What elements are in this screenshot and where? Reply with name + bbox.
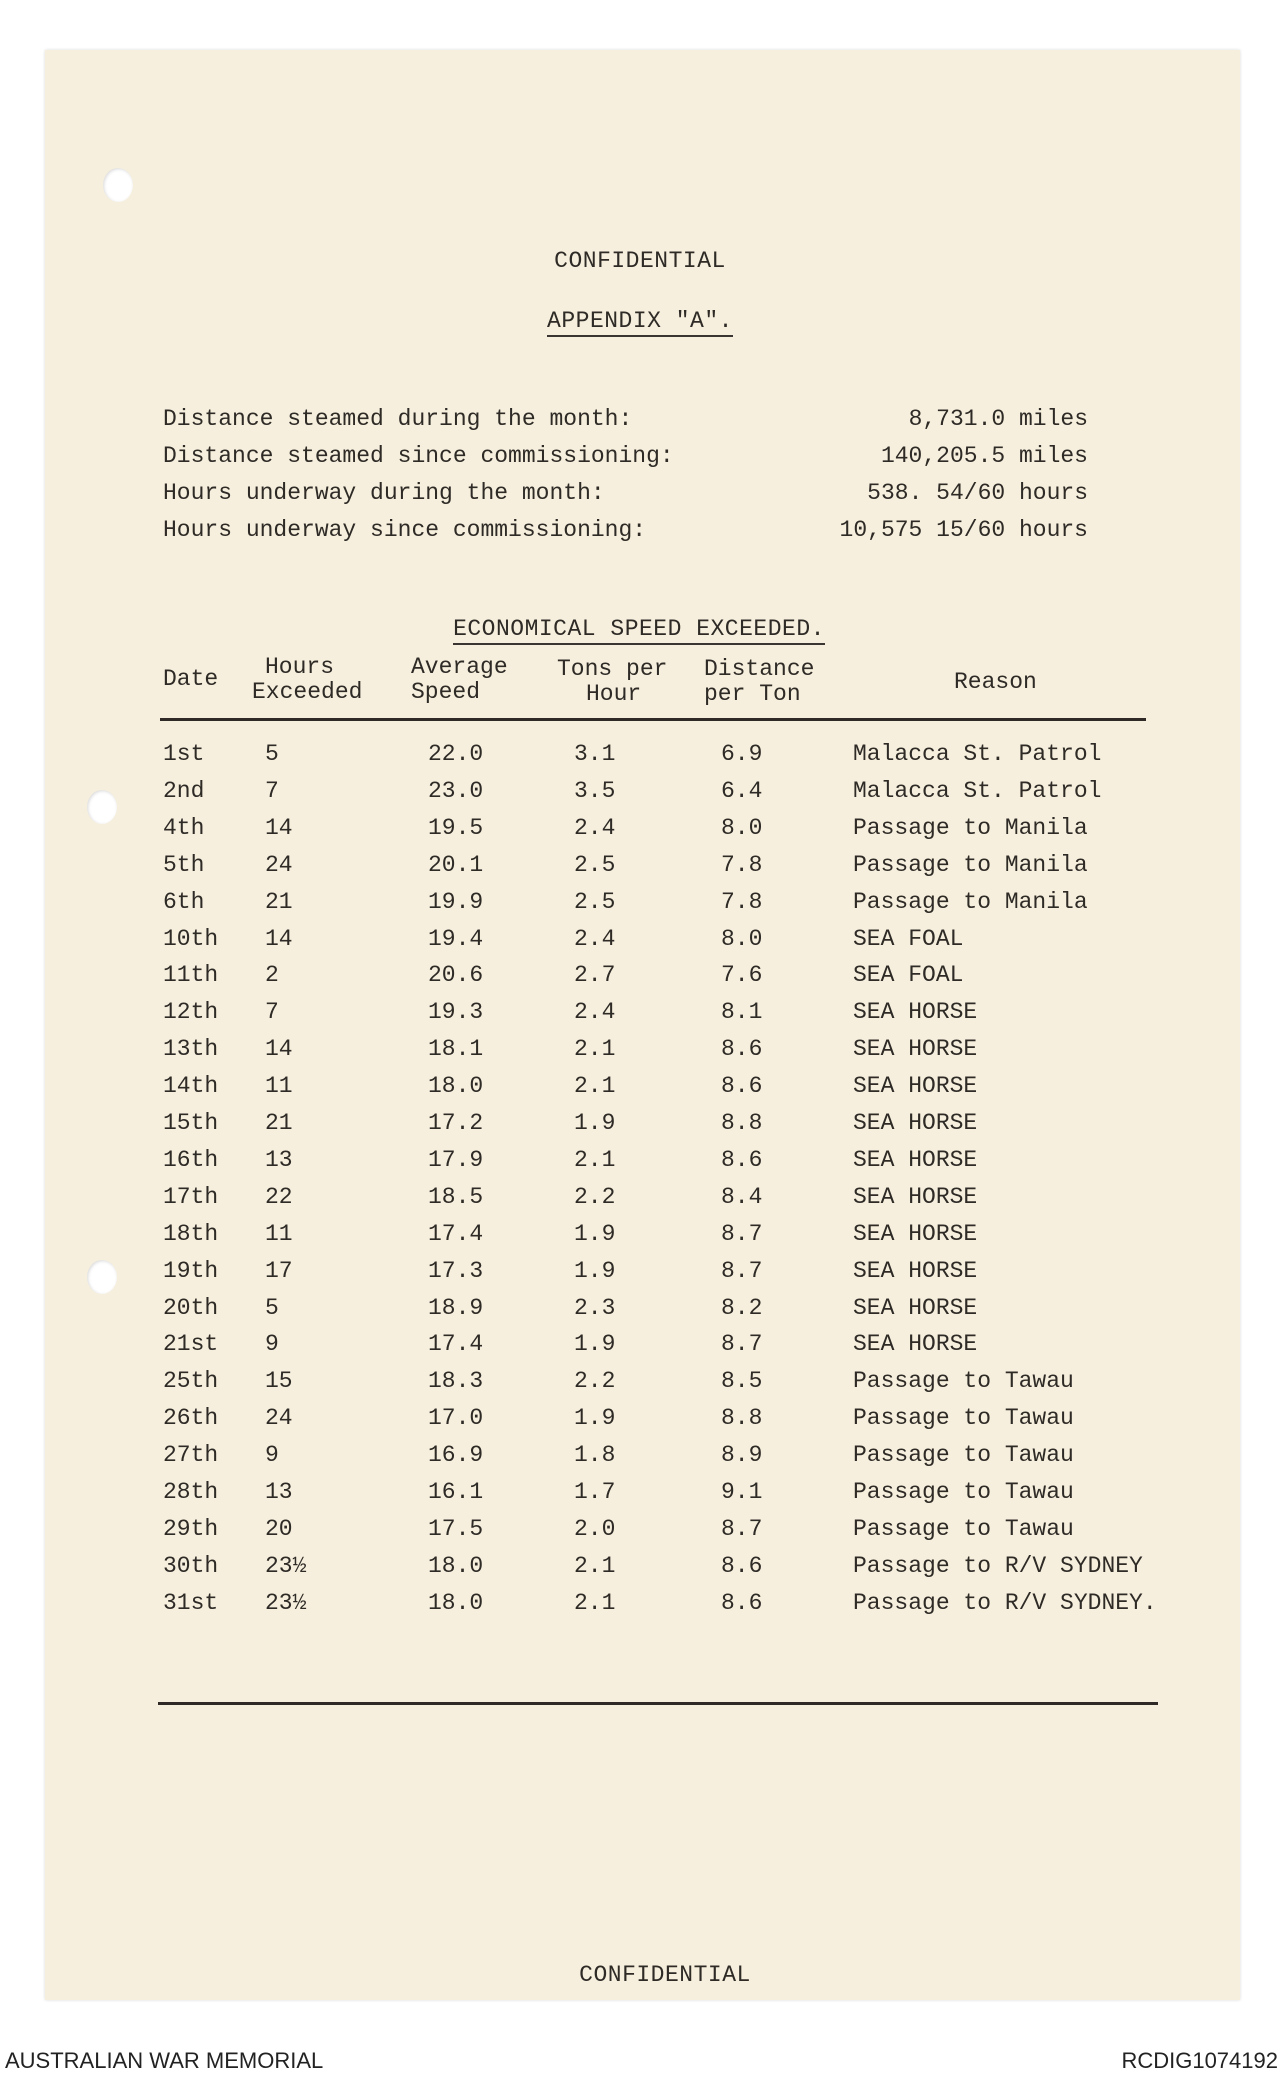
cell-tons-per-hour: 1.8 xyxy=(574,1442,616,1468)
table-row xyxy=(0,1295,1286,1325)
table-row xyxy=(0,1073,1286,1103)
cell-hours-exceeded: 13 xyxy=(265,1479,293,1505)
cell-hours-exceeded: 23½ xyxy=(265,1590,307,1616)
cell-distance-per-ton: 8.6 xyxy=(721,1590,763,1616)
cell-date: 5th xyxy=(163,852,205,878)
header-rule xyxy=(160,718,1146,721)
stat-label: Distance steamed during the month: xyxy=(163,406,633,432)
cell-distance-per-ton: 8.4 xyxy=(721,1184,763,1210)
appendix-title-text: APPENDIX "A". xyxy=(547,308,733,337)
cell-hours-exceeded: 17 xyxy=(265,1258,293,1284)
cell-tons-per-hour: 3.1 xyxy=(574,741,616,767)
cell-average-speed: 17.9 xyxy=(428,1147,484,1173)
table-row xyxy=(0,1147,1286,1177)
stat-value: 538. 54/60 hours xyxy=(867,480,1088,506)
cell-reason: Passage to Tawau xyxy=(853,1368,1074,1394)
cell-average-speed: 17.0 xyxy=(428,1405,484,1431)
cell-distance-per-ton: 8.9 xyxy=(721,1442,763,1468)
stat-row xyxy=(163,443,1088,473)
cell-distance-per-ton: 8.7 xyxy=(721,1331,763,1357)
cell-date: 12th xyxy=(163,999,219,1025)
table-end-rule xyxy=(158,1702,1158,1705)
table-row xyxy=(0,852,1286,882)
cell-reason: SEA HORSE xyxy=(853,1258,978,1284)
cell-tons-per-hour: 1.9 xyxy=(574,1110,616,1136)
cell-hours-exceeded: 7 xyxy=(265,778,279,804)
cell-distance-per-ton: 8.8 xyxy=(721,1405,763,1431)
cell-tons-per-hour: 2.5 xyxy=(574,852,616,878)
col-date: Date xyxy=(163,666,219,692)
table-row xyxy=(0,1110,1286,1140)
col-speed-line1: Average xyxy=(411,654,508,680)
col-hours-line2: Exceeded xyxy=(252,679,363,705)
cell-reason: SEA FOAL xyxy=(853,926,964,952)
cell-tons-per-hour: 2.7 xyxy=(574,962,616,988)
top-classification xyxy=(0,248,1283,274)
cell-hours-exceeded: 11 xyxy=(265,1221,293,1247)
cell-hours-exceeded: 5 xyxy=(265,1295,279,1321)
cell-date: 31st xyxy=(163,1590,219,1616)
cell-date: 13th xyxy=(163,1036,219,1062)
cell-reason: Passage to Manila xyxy=(853,815,1088,841)
stat-value: 140,205.5 miles xyxy=(880,443,1088,469)
cell-average-speed: 17.4 xyxy=(428,1221,484,1247)
table-row xyxy=(0,741,1286,771)
cell-reason: SEA HORSE xyxy=(853,1331,978,1357)
cell-reason: Passage to R/V SYDNEY xyxy=(853,1553,1143,1579)
cell-date: 11th xyxy=(163,962,219,988)
cell-distance-per-ton: 7.8 xyxy=(721,889,763,915)
cell-date: 27th xyxy=(163,1442,219,1468)
bottom-classification-text: CONFIDENTIAL xyxy=(579,1962,751,1988)
cell-hours-exceeded: 24 xyxy=(265,852,293,878)
cell-reason: Passage to Manila xyxy=(853,852,1088,878)
cell-tons-per-hour: 1.9 xyxy=(574,1331,616,1357)
appendix-title xyxy=(0,308,1283,337)
cell-hours-exceeded: 14 xyxy=(265,815,293,841)
cell-tons-per-hour: 2.4 xyxy=(574,926,616,952)
cell-date: 16th xyxy=(163,1147,219,1173)
cell-hours-exceeded: 21 xyxy=(265,1110,293,1136)
cell-reason: Passage to Tawau xyxy=(853,1479,1074,1505)
cell-reason: SEA HORSE xyxy=(853,1184,978,1210)
cell-average-speed: 18.1 xyxy=(428,1036,484,1062)
table-row xyxy=(0,1553,1286,1583)
cell-reason: SEA HORSE xyxy=(853,1036,978,1062)
cell-hours-exceeded: 11 xyxy=(265,1073,293,1099)
cell-hours-exceeded: 14 xyxy=(265,926,293,952)
table-row xyxy=(0,926,1286,956)
cell-average-speed: 17.4 xyxy=(428,1331,484,1357)
archive-id: RCDIG1074192 xyxy=(1121,2048,1278,2073)
col-hours-line1: Hours xyxy=(265,654,335,680)
stat-row xyxy=(163,480,1088,510)
cell-distance-per-ton: 8.6 xyxy=(721,1036,763,1062)
cell-tons-per-hour: 2.4 xyxy=(574,999,616,1025)
cell-average-speed: 18.0 xyxy=(428,1590,484,1616)
cell-date: 17th xyxy=(163,1184,219,1210)
cell-date: 10th xyxy=(163,926,219,952)
cell-date: 30th xyxy=(163,1553,219,1579)
cell-hours-exceeded: 5 xyxy=(265,741,279,767)
cell-date: 29th xyxy=(163,1516,219,1542)
col-distance-line1: Distance xyxy=(704,656,815,682)
table-row xyxy=(0,1442,1286,1472)
cell-date: 19th xyxy=(163,1258,219,1284)
table-row xyxy=(0,1590,1286,1620)
table-row xyxy=(0,1331,1286,1361)
cell-distance-per-ton: 8.1 xyxy=(721,999,763,1025)
cell-average-speed: 23.0 xyxy=(428,778,484,804)
cell-tons-per-hour: 2.3 xyxy=(574,1295,616,1321)
cell-tons-per-hour: 2.1 xyxy=(574,1147,616,1173)
cell-reason: SEA HORSE xyxy=(853,1073,978,1099)
cell-distance-per-ton: 8.6 xyxy=(721,1147,763,1173)
cell-distance-per-ton: 7.6 xyxy=(721,962,763,988)
bottom-classification xyxy=(22,1962,1286,1988)
cell-tons-per-hour: 2.1 xyxy=(574,1073,616,1099)
cell-tons-per-hour: 2.4 xyxy=(574,815,616,841)
cell-hours-exceeded: 24 xyxy=(265,1405,293,1431)
table-row xyxy=(0,962,1286,992)
cell-reason: Passage to Manila xyxy=(853,889,1088,915)
cell-hours-exceeded: 13 xyxy=(265,1147,293,1173)
cell-average-speed: 20.6 xyxy=(428,962,484,988)
stat-label: Hours underway during the month: xyxy=(163,480,605,506)
cell-reason: SEA HORSE xyxy=(853,1221,978,1247)
cell-hours-exceeded: 14 xyxy=(265,1036,293,1062)
cell-hours-exceeded: 7 xyxy=(265,999,279,1025)
cell-distance-per-ton: 8.7 xyxy=(721,1221,763,1247)
cell-average-speed: 22.0 xyxy=(428,741,484,767)
cell-hours-exceeded: 9 xyxy=(265,1442,279,1468)
cell-reason: Passage to R/V SYDNEY. xyxy=(853,1590,1157,1616)
stat-value: 8,731.0 miles xyxy=(908,406,1088,432)
cell-average-speed: 20.1 xyxy=(428,852,484,878)
cell-distance-per-ton: 7.8 xyxy=(721,852,763,878)
cell-date: 1st xyxy=(163,741,205,767)
cell-distance-per-ton: 6.9 xyxy=(721,741,763,767)
table-row xyxy=(0,999,1286,1029)
cell-date: 15th xyxy=(163,1110,219,1136)
cell-tons-per-hour: 1.9 xyxy=(574,1221,616,1247)
cell-average-speed: 19.5 xyxy=(428,815,484,841)
col-reason: Reason xyxy=(954,669,1037,695)
cell-date: 21st xyxy=(163,1331,219,1357)
cell-distance-per-ton: 8.7 xyxy=(721,1258,763,1284)
cell-distance-per-ton: 8.2 xyxy=(721,1295,763,1321)
cell-distance-per-ton: 8.7 xyxy=(721,1516,763,1542)
cell-date: 26th xyxy=(163,1405,219,1431)
table-row xyxy=(0,778,1286,808)
punch-hole xyxy=(103,168,133,202)
cell-date: 2nd xyxy=(163,778,205,804)
table-row xyxy=(0,1479,1286,1509)
table-title-text: ECONOMICAL SPEED EXCEEDED. xyxy=(453,616,825,645)
stat-row xyxy=(163,406,1088,436)
cell-reason: Passage to Tawau xyxy=(853,1405,1074,1431)
cell-tons-per-hour: 1.9 xyxy=(574,1405,616,1431)
cell-hours-exceeded: 20 xyxy=(265,1516,293,1542)
cell-average-speed: 17.3 xyxy=(428,1258,484,1284)
cell-distance-per-ton: 9.1 xyxy=(721,1479,763,1505)
table-row xyxy=(0,815,1286,845)
cell-average-speed: 18.0 xyxy=(428,1553,484,1579)
cell-reason: SEA HORSE xyxy=(853,1147,978,1173)
cell-distance-per-ton: 8.6 xyxy=(721,1553,763,1579)
cell-tons-per-hour: 2.5 xyxy=(574,889,616,915)
cell-reason: Passage to Tawau xyxy=(853,1442,1074,1468)
cell-average-speed: 19.9 xyxy=(428,889,484,915)
cell-tons-per-hour: 2.1 xyxy=(574,1590,616,1616)
stat-label: Distance steamed since commissioning: xyxy=(163,443,674,469)
cell-tons-per-hour: 2.1 xyxy=(574,1553,616,1579)
cell-reason: SEA HORSE xyxy=(853,1295,978,1321)
cell-average-speed: 17.2 xyxy=(428,1110,484,1136)
col-speed-line2: Speed xyxy=(411,679,481,705)
cell-reason: SEA HORSE xyxy=(853,999,978,1025)
cell-hours-exceeded: 2 xyxy=(265,962,279,988)
cell-hours-exceeded: 23½ xyxy=(265,1553,307,1579)
cell-reason: Malacca St. Patrol xyxy=(853,741,1102,767)
cell-average-speed: 18.0 xyxy=(428,1073,484,1099)
cell-reason: Malacca St. Patrol xyxy=(853,778,1102,804)
cell-hours-exceeded: 22 xyxy=(265,1184,293,1210)
table-row xyxy=(0,1516,1286,1546)
col-tons-line1: Tons per xyxy=(557,656,668,682)
col-tons-line2: Hour xyxy=(586,681,642,707)
cell-distance-per-ton: 8.0 xyxy=(721,815,763,841)
cell-average-speed: 18.5 xyxy=(428,1184,484,1210)
cell-tons-per-hour: 2.1 xyxy=(574,1036,616,1062)
cell-reason: SEA FOAL xyxy=(853,962,964,988)
cell-average-speed: 18.3 xyxy=(428,1368,484,1394)
stat-value: 10,575 15/60 hours xyxy=(839,517,1088,543)
col-distance-line2: per Ton xyxy=(704,681,801,707)
stat-label: Hours underway since commissioning: xyxy=(163,517,647,543)
cell-hours-exceeded: 15 xyxy=(265,1368,293,1394)
table-row xyxy=(0,1036,1286,1066)
cell-tons-per-hour: 1.7 xyxy=(574,1479,616,1505)
cell-reason: Passage to Tawau xyxy=(853,1516,1074,1542)
cell-average-speed: 19.4 xyxy=(428,926,484,952)
cell-date: 25th xyxy=(163,1368,219,1394)
archive-name: AUSTRALIAN WAR MEMORIAL xyxy=(5,2048,324,2073)
cell-reason: SEA HORSE xyxy=(853,1110,978,1136)
cell-tons-per-hour: 2.0 xyxy=(574,1516,616,1542)
table-row xyxy=(0,1221,1286,1251)
table-row xyxy=(0,1405,1286,1435)
cell-tons-per-hour: 1.9 xyxy=(574,1258,616,1284)
cell-hours-exceeded: 21 xyxy=(265,889,293,915)
cell-distance-per-ton: 6.4 xyxy=(721,778,763,804)
cell-average-speed: 16.9 xyxy=(428,1442,484,1468)
cell-tons-per-hour: 2.2 xyxy=(574,1368,616,1394)
table-row xyxy=(0,889,1286,919)
cell-average-speed: 16.1 xyxy=(428,1479,484,1505)
cell-date: 20th xyxy=(163,1295,219,1321)
top-classification-text: CONFIDENTIAL xyxy=(554,248,726,274)
cell-distance-per-ton: 8.6 xyxy=(721,1073,763,1099)
cell-distance-per-ton: 8.5 xyxy=(721,1368,763,1394)
cell-tons-per-hour: 3.5 xyxy=(574,778,616,804)
table-row xyxy=(0,1258,1286,1288)
cell-average-speed: 19.3 xyxy=(428,999,484,1025)
cell-average-speed: 18.9 xyxy=(428,1295,484,1321)
cell-date: 4th xyxy=(163,815,205,841)
stat-row xyxy=(163,517,1088,547)
cell-average-speed: 17.5 xyxy=(428,1516,484,1542)
cell-date: 6th xyxy=(163,889,205,915)
cell-date: 14th xyxy=(163,1073,219,1099)
table-row xyxy=(0,1184,1286,1214)
table-title xyxy=(0,616,1282,645)
cell-distance-per-ton: 8.8 xyxy=(721,1110,763,1136)
cell-date: 18th xyxy=(163,1221,219,1247)
cell-hours-exceeded: 9 xyxy=(265,1331,279,1357)
cell-date: 28th xyxy=(163,1479,219,1505)
table-row xyxy=(0,1368,1286,1398)
cell-tons-per-hour: 2.2 xyxy=(574,1184,616,1210)
cell-distance-per-ton: 8.0 xyxy=(721,926,763,952)
